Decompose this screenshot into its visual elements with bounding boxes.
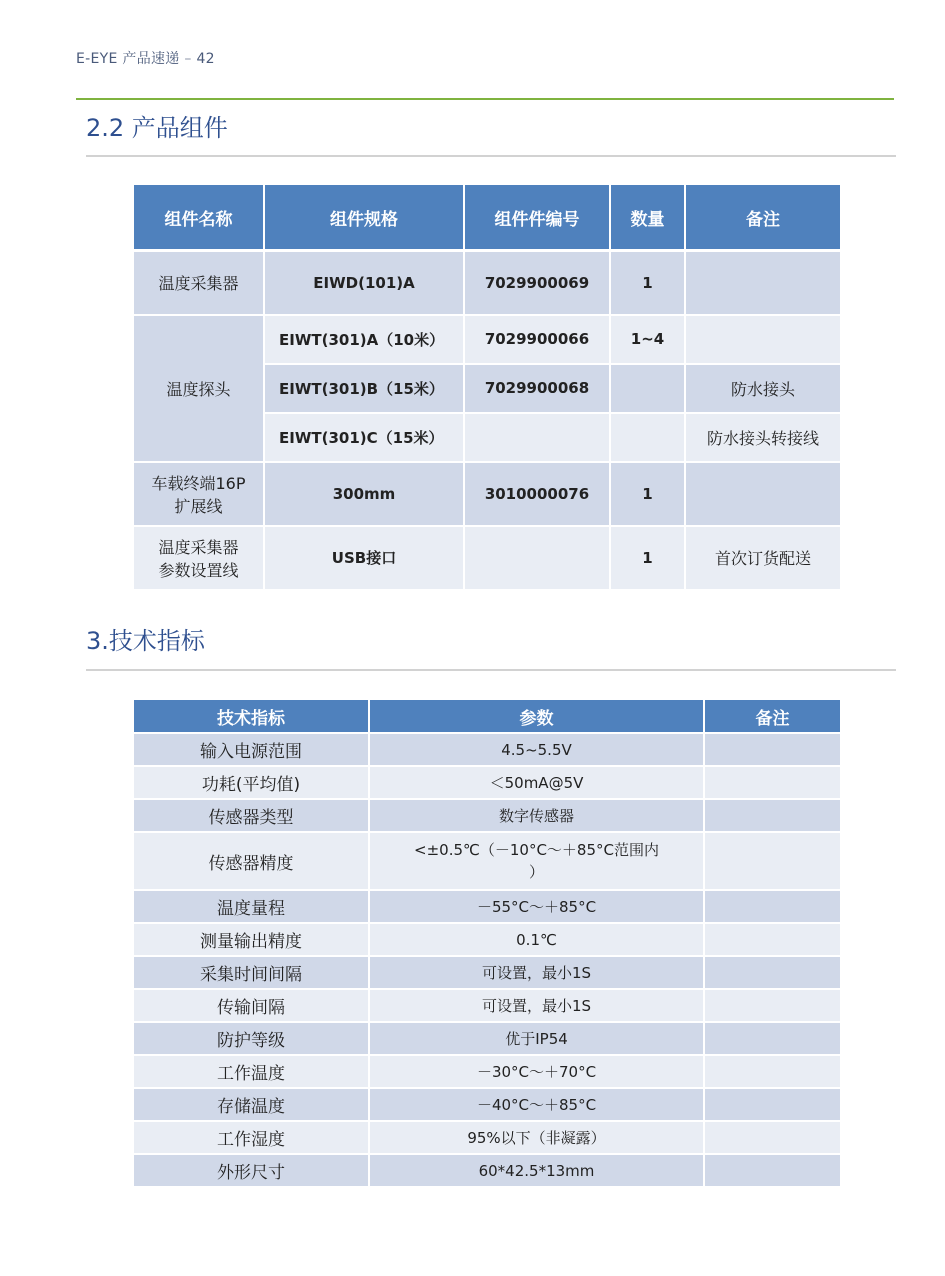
table-row	[134, 1088, 840, 1121]
table-row	[134, 1022, 840, 1055]
header-separator: –	[184, 51, 192, 67]
table-header-row	[134, 185, 840, 251]
spec-value: 0.1℃	[369, 923, 704, 956]
section-title-specs: 3.技术指标	[86, 627, 205, 655]
column-header: 组件件编号	[464, 185, 610, 251]
spec-name: 采集时间间隔	[134, 956, 369, 989]
component-spec: EIWT(301)A（10米）	[264, 315, 464, 364]
column-header: 备注	[704, 700, 840, 733]
components-table	[134, 185, 840, 591]
component-code: 3010000076	[464, 462, 610, 526]
component-spec: EIWT(301)C（15米）	[264, 413, 464, 462]
column-header: 组件规格	[264, 185, 464, 251]
spec-note	[704, 1154, 840, 1187]
spec-name: 温度量程	[134, 890, 369, 923]
component-note: 首次订货配送	[685, 526, 840, 590]
component-code	[464, 413, 610, 462]
specs-table	[134, 700, 840, 1188]
component-name	[134, 526, 264, 590]
spec-value: 数字传感器	[369, 799, 704, 832]
component-code	[464, 526, 610, 590]
component-code: 7029900068	[464, 364, 610, 413]
component-name-line: 扩展线	[174, 496, 223, 516]
component-qty: 1~4	[610, 315, 685, 364]
spec-value: 优于IP54	[369, 1022, 704, 1055]
component-name-line: 车载终端16P	[151, 473, 246, 493]
table-row	[134, 1121, 840, 1154]
page-number: 42	[196, 51, 215, 67]
table-row	[134, 462, 840, 526]
spec-note	[704, 956, 840, 989]
component-note: 防水接头	[685, 364, 840, 413]
table-row	[134, 923, 840, 956]
spec-name: 测量输出精度	[134, 923, 369, 956]
spec-value: －40°C～＋85°C	[369, 1088, 704, 1121]
column-header: 参数	[369, 700, 704, 733]
spec-name: 工作温度	[134, 1055, 369, 1088]
spec-note	[704, 733, 840, 766]
spec-value: 95%以下（非凝露）	[369, 1121, 704, 1154]
spec-name: 传感器类型	[134, 799, 369, 832]
component-qty: 1	[610, 462, 685, 526]
spec-value-line: ）	[528, 863, 544, 881]
spec-name: 传输间隔	[134, 989, 369, 1022]
component-spec: EIWD(101)A	[264, 251, 464, 315]
section-title-components: 2.2 产品组件	[86, 114, 228, 142]
component-qty: 1	[610, 251, 685, 315]
table-row	[134, 733, 840, 766]
spec-value: 可设置，最小1S	[369, 956, 704, 989]
spec-value: 4.5~5.5V	[369, 733, 704, 766]
component-name: 温度探头	[134, 315, 264, 462]
component-name: 温度采集器	[134, 251, 264, 315]
table-header-row	[134, 700, 840, 733]
spec-name: 存储温度	[134, 1088, 369, 1121]
table-row	[134, 832, 840, 890]
spec-note	[704, 1022, 840, 1055]
component-spec: USB接口	[264, 526, 464, 590]
spec-value	[369, 832, 704, 890]
spec-value: 60*42.5*13mm	[369, 1154, 704, 1187]
table-row	[134, 526, 840, 590]
component-code: 7029900069	[464, 251, 610, 315]
component-qty: 1	[610, 526, 685, 590]
component-note	[685, 315, 840, 364]
spec-value: ＜50mA@5V	[369, 766, 704, 799]
header-title: 产品速递	[122, 51, 180, 67]
section-divider	[86, 155, 896, 157]
spec-note	[704, 989, 840, 1022]
component-spec: EIWT(301)B（15米）	[264, 364, 464, 413]
table-row	[134, 1055, 840, 1088]
table-row	[134, 799, 840, 832]
spec-note	[704, 923, 840, 956]
spec-note	[704, 799, 840, 832]
spec-name: 功耗(平均值)	[134, 766, 369, 799]
column-header: 备注	[685, 185, 840, 251]
spec-note	[704, 766, 840, 799]
table-row	[134, 251, 840, 315]
spec-note	[704, 1055, 840, 1088]
spec-note	[704, 832, 840, 890]
component-note	[685, 462, 840, 526]
component-qty	[610, 364, 685, 413]
column-header: 组件名称	[134, 185, 264, 251]
spec-name: 输入电源范围	[134, 733, 369, 766]
table-row	[134, 766, 840, 799]
component-qty	[610, 413, 685, 462]
column-header: 技术指标	[134, 700, 369, 733]
spec-name: 工作湿度	[134, 1121, 369, 1154]
section-divider	[86, 669, 896, 671]
spec-note	[704, 1121, 840, 1154]
component-name-line: 温度采集器	[158, 537, 239, 557]
spec-value: －30°C～＋70°C	[369, 1055, 704, 1088]
column-header: 数量	[610, 185, 685, 251]
spec-value-line: <±0.5℃（－10°C～＋85°C范围内	[414, 841, 659, 859]
table-row	[134, 956, 840, 989]
component-note	[685, 251, 840, 315]
component-note: 防水接头转接线	[685, 413, 840, 462]
component-name-line: 参数设置线	[158, 560, 239, 580]
header-divider	[76, 98, 894, 100]
spec-value: 可设置，最小1S	[369, 989, 704, 1022]
spec-name: 传感器精度	[134, 832, 369, 890]
component-spec: 300mm	[264, 462, 464, 526]
brand-name: E-EYE	[76, 51, 118, 67]
spec-note	[704, 1088, 840, 1121]
table-row	[134, 315, 840, 364]
spec-note	[704, 890, 840, 923]
spec-name: 外形尺寸	[134, 1154, 369, 1187]
component-name	[134, 462, 264, 526]
table-row	[134, 989, 840, 1022]
page-header	[76, 48, 215, 68]
spec-name: 防护等级	[134, 1022, 369, 1055]
table-row	[134, 1154, 840, 1187]
table-row	[134, 890, 840, 923]
spec-value: －55°C～＋85°C	[369, 890, 704, 923]
component-code: 7029900066	[464, 315, 610, 364]
